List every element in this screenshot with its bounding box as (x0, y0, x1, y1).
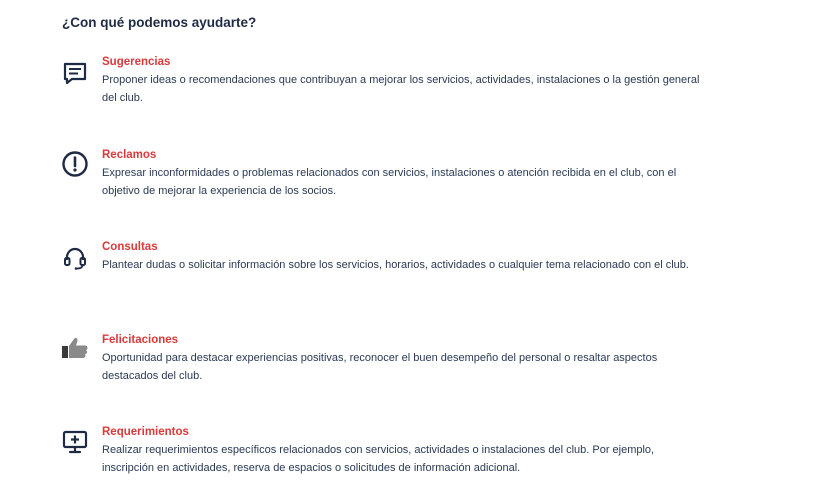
thumbs-up-icon (60, 333, 90, 363)
category-title: Reclamos (102, 149, 157, 161)
category-description: Oportunidad para destacar experiencias positivas, reconocer el buen desempeño del personal o resaltar aspectos destacados del club. (102, 352, 658, 382)
category-description: Proponer ideas o recomendaciones que contribuyan a mejorar los servicios, actividades, instalaciones o la gestión general del club. (102, 74, 700, 104)
category-description: Realizar requerimientos específicos relacionados con servicios, actividades o instalaciones del club. Por ejemplo, inscripción en actividades, reserva de espacios o solicitudes de información adicional. (102, 444, 655, 474)
category-title: Requerimientos (102, 426, 189, 438)
category-description: Plantear dudas o solicitar información sobre los servicios, horarios, actividades o cualquier tema relacionado con el club. (102, 259, 689, 271)
category-title: Consultas (102, 241, 158, 253)
message-icon (60, 59, 90, 89)
alert-circle-icon (60, 149, 90, 179)
category-title: Felicitaciones (102, 334, 179, 346)
category-title: Sugerencias (102, 56, 171, 68)
category-description: Expresar inconformidades o problemas relacionados con servicios, instalaciones o atención recibida en el club, con el objetivo de mejorar la experiencia de los socios. (102, 167, 677, 197)
monitor-plus-icon (60, 427, 90, 457)
page-title: ¿Con qué podemos ayudarte? (62, 15, 257, 30)
headset-icon (60, 243, 90, 273)
